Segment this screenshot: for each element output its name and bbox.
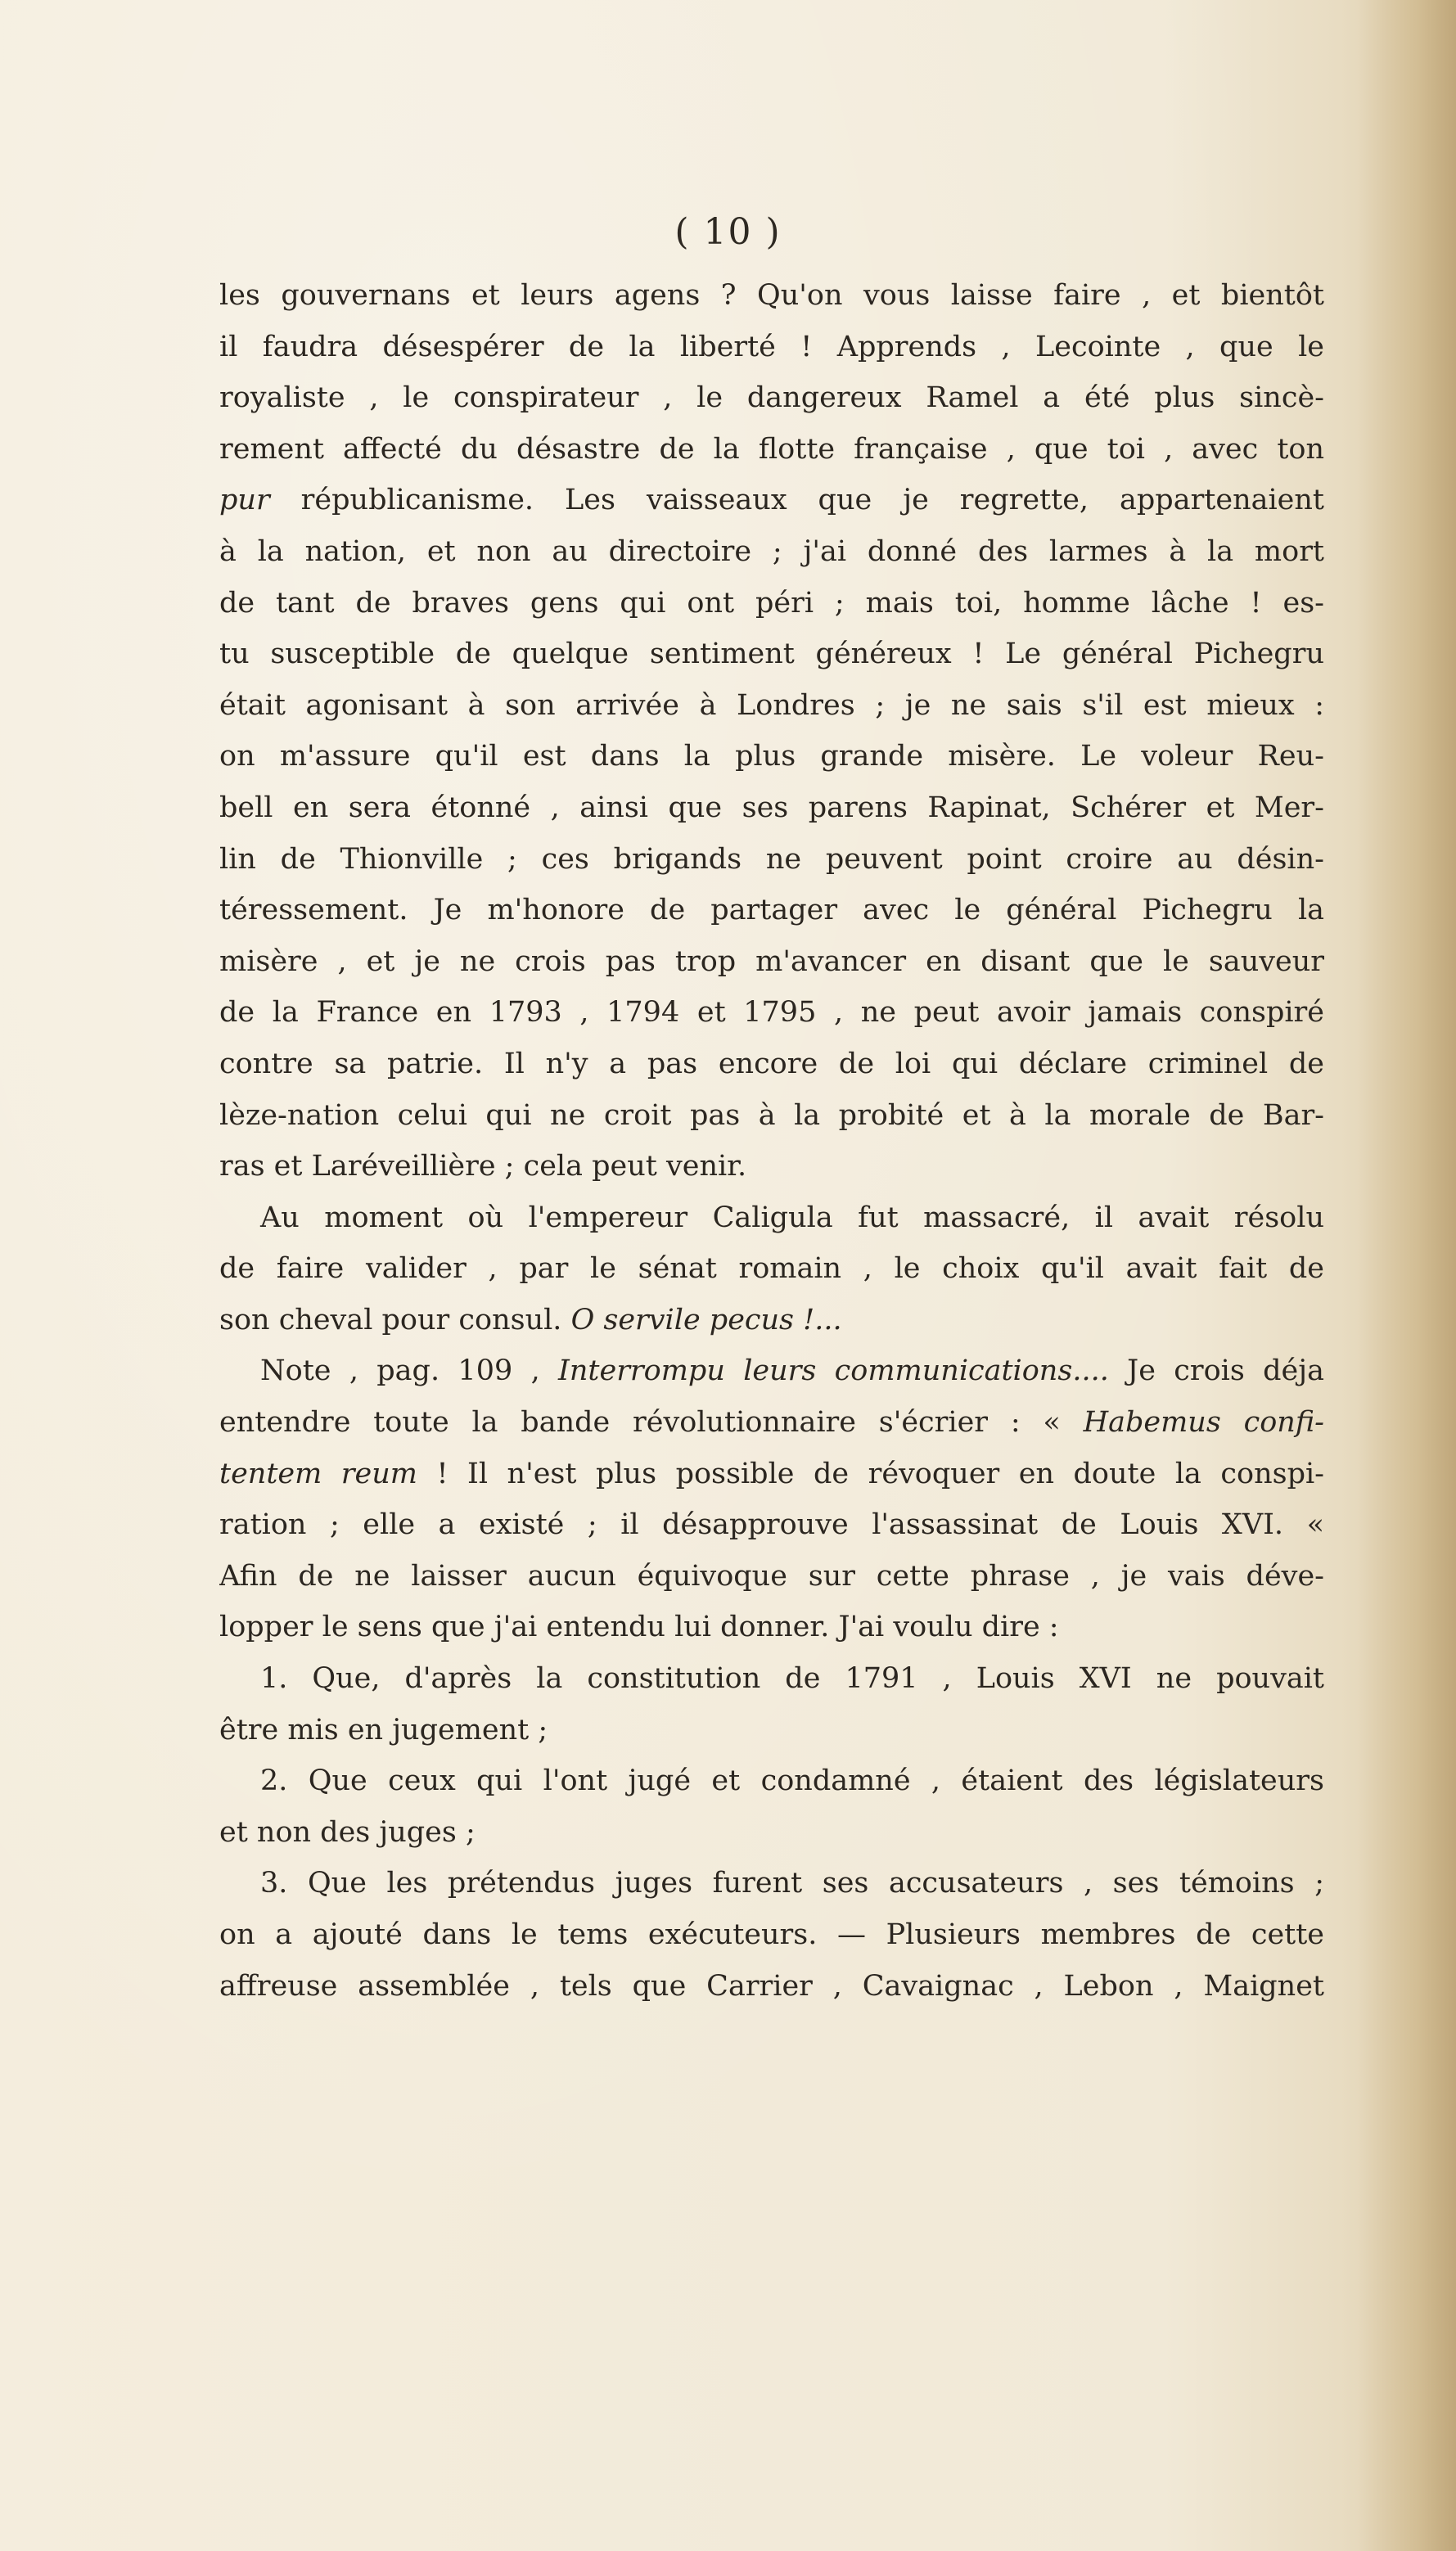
text-line: être mis en jugement ;	[219, 1713, 548, 1746]
text-line	[219, 1345, 1324, 1397]
text-line: affreuse assemblée , tels que Carrier , Cavaignac , Lebon , Maignet	[219, 1969, 1324, 2003]
text-line: royaliste , le conspirateur , le dangereux Ramel a été plus sincè-	[219, 381, 1324, 415]
text-line: 3. Que les prétendus juges furent ses accusateurs , ses témoins ;	[260, 1867, 1324, 1900]
body-text	[219, 270, 1324, 2012]
text-line: contre sa patrie. Il n'y a pas encore de loi qui déclare criminel de	[219, 1047, 1324, 1080]
text-line: de faire valider , par le sénat romain , le choix qu'il avait fait de	[219, 1252, 1324, 1286]
text-line: lopper le sens que j'ai entendu lui donner. J'ai voulu dire :	[219, 1611, 1059, 1644]
text-fragment: son cheval pour consul.	[219, 1303, 571, 1336]
text-line: lin de Thionville ; ces brigands ne peuvent point croire au désin-	[219, 842, 1324, 876]
page-number: ( 10 )	[674, 211, 782, 253]
text-line	[219, 1295, 1324, 1346]
text-line: ras et Laréveillière ; cela peut venir.	[219, 1150, 747, 1183]
text-line: était agonisant à son arrivée à Londres ; je ne sais s'il est mieux :	[219, 688, 1324, 722]
text-line: 1. Que, d'après la constitution de 1791 , Louis XVI ne pouvait	[260, 1662, 1324, 1696]
text-line: il faudra désespérer de la liberté ! Apprends , Lecointe , que le	[219, 330, 1324, 363]
page-edge-stain	[1358, 0, 1456, 2551]
text-fragment: Je crois déja	[1108, 1354, 1324, 1388]
text-fragment: républicanisme. Les vaisseaux que je regrette, appartenaient	[269, 484, 1324, 517]
italic-phrase: Interrompu leurs communications....	[558, 1354, 1109, 1388]
text-line: téressement. Je m'honore de partager avec le général Pichegru la	[219, 894, 1324, 927]
text-line: misère , et je ne crois pas trop m'avancer en disant que le sauveur	[219, 944, 1324, 978]
text-line: ration ; elle a existé ; il désapprouve l'assassinat de Louis XVI. «	[219, 1508, 1324, 1542]
text-line: de tant de braves gens qui ont péri ; mais toi, homme lâche ! es-	[219, 586, 1324, 620]
text-line: Au moment où l'empereur Caligula fut massacré, il avait résolu	[260, 1201, 1324, 1234]
italic-phrase: tentem reum	[219, 1457, 417, 1490]
text-line: et non des juges ;	[219, 1815, 476, 1849]
text-line	[219, 1397, 1324, 1449]
text-line	[219, 475, 1324, 526]
text-line: bell en sera étonné , ainsi que ses parens Rapinat, Schérer et Mer-	[219, 791, 1324, 824]
text-fragment: ! Il n'est plus possible de révoquer en doute la conspi-	[417, 1457, 1324, 1490]
text-line: lèze-nation celui qui ne croit pas à la probité et à la morale de Bar-	[219, 1098, 1324, 1132]
italic-phrase: Habemus confi-	[1083, 1406, 1324, 1440]
text-fragment: Note , pag. 109 ,	[260, 1354, 559, 1388]
text-line: 2. Que ceux qui l'ont jugé et condamné , étaient des législateurs	[260, 1765, 1324, 1798]
text-line: à la nation, et non au directoire ; j'ai donné des larmes à la mort	[219, 534, 1324, 568]
text-line: on a ajouté dans le tems exécuteurs. — Plusieurs membres de cette	[219, 1918, 1324, 1951]
text-line: rement affecté du désastre de la flotte française , que toi , avec ton	[219, 432, 1324, 466]
italic-phrase: O servile pecus !...	[570, 1303, 842, 1336]
text-line	[219, 1449, 1324, 1500]
text-line: on m'assure qu'il est dans la plus grande misère. Le voleur Reu-	[219, 740, 1324, 773]
text-line: les gouvernans et leurs agens ? Qu'on vous laisse faire , et bientôt	[219, 279, 1324, 312]
italic-word: pur	[219, 484, 270, 517]
text-fragment: entendre toute la bande révolutionnaire s'écrier : «	[219, 1406, 1084, 1440]
text-line: tu susceptible de quelque sentiment généreux ! Le général Pichegru	[219, 638, 1324, 671]
text-line: Afin de ne laisser aucun équivoque sur cette phrase , je vais déve-	[219, 1559, 1324, 1593]
text-line: de la France en 1793 , 1794 et 1795 , ne peut avoir jamais conspiré	[219, 996, 1324, 1030]
